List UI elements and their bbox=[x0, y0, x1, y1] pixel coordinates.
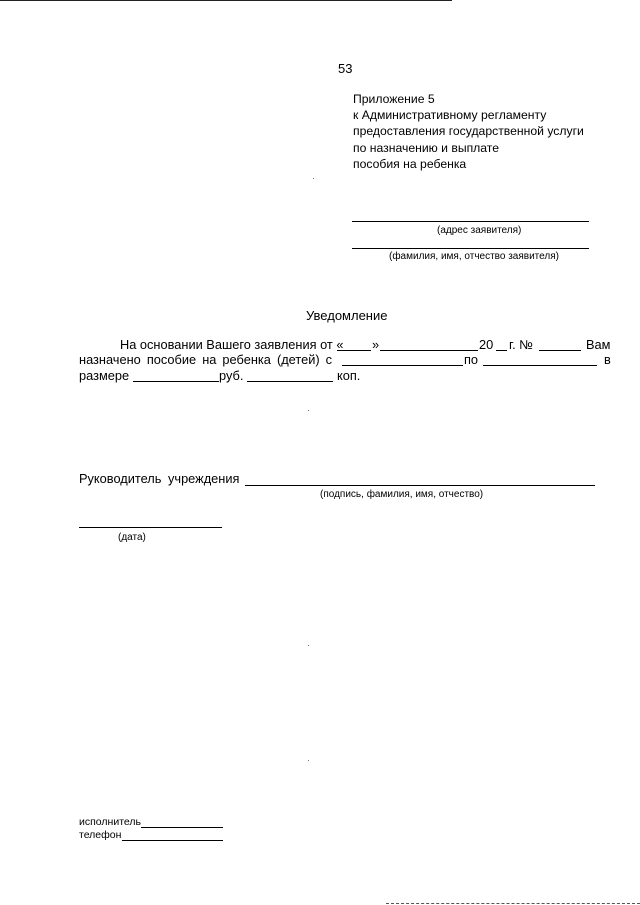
applicant-name-field[interactable] bbox=[352, 248, 589, 249]
notice-line3-kop: коп. bbox=[337, 368, 361, 383]
applicant-name-caption: (фамилия, имя, отчество заявителя) bbox=[389, 251, 559, 262]
notice-line-2 bbox=[79, 352, 610, 368]
notice-line2-prefix: назначено пособие на ребенка (детей) с bbox=[79, 352, 333, 367]
benefit-rubles-field[interactable] bbox=[133, 381, 219, 382]
notice-line2-po: по bbox=[464, 352, 479, 367]
application-year-field[interactable] bbox=[496, 350, 507, 351]
executor-field[interactable] bbox=[141, 827, 223, 828]
appendix-line: предоставления государственной услуги bbox=[353, 124, 584, 139]
notice-line-3 bbox=[79, 368, 610, 384]
signature-label: Руководитель учреждения bbox=[79, 471, 240, 486]
top-border-line bbox=[0, 0, 452, 1]
notice-title: Уведомление bbox=[306, 308, 388, 323]
date-caption: (дата) bbox=[118, 532, 146, 543]
application-number-field[interactable] bbox=[539, 350, 581, 351]
benefit-end-date-field[interactable] bbox=[483, 365, 597, 366]
phone-label: телефон bbox=[79, 829, 122, 841]
appendix-line: к Административному регламенту bbox=[353, 108, 547, 123]
page-number: 53 bbox=[338, 61, 353, 76]
scan-speck bbox=[308, 410, 309, 411]
notice-line1-end: Вам bbox=[586, 337, 611, 352]
phone-field[interactable] bbox=[122, 840, 223, 841]
notice-line1-year: 20 bbox=[479, 337, 494, 352]
notice-line-1 bbox=[79, 337, 610, 353]
application-month-field[interactable] bbox=[380, 350, 478, 351]
benefit-start-date-field[interactable] bbox=[342, 365, 463, 366]
signature-field[interactable] bbox=[245, 485, 595, 486]
applicant-address-caption: (адрес заявителя) bbox=[437, 225, 522, 236]
notice-line3-prefix: размере bbox=[79, 368, 130, 383]
scan-speck bbox=[308, 645, 309, 646]
notice-line1-quote: » bbox=[372, 337, 380, 352]
appendix-header bbox=[353, 91, 623, 172]
signature-caption: (подпись, фамилия, имя, отчество) bbox=[320, 489, 484, 500]
notice-line1-prefix: На основании Вашего заявления от « bbox=[120, 337, 344, 352]
executor-label: исполнитель bbox=[79, 816, 141, 828]
appendix-line: по назначению и выплате bbox=[353, 140, 500, 155]
applicant-address-field[interactable] bbox=[352, 221, 589, 222]
appendix-line: Приложение 5 bbox=[353, 92, 435, 106]
appendix-line: пособия на ребенка bbox=[353, 156, 467, 171]
bottom-border-line bbox=[386, 903, 640, 904]
notice-line3-rub: руб. bbox=[219, 368, 244, 383]
scan-speck bbox=[313, 178, 314, 179]
notice-line2-end: в bbox=[604, 352, 611, 367]
notice-line1-number-label: г. № bbox=[509, 337, 533, 352]
date-field[interactable] bbox=[79, 527, 222, 528]
benefit-kopecks-field[interactable] bbox=[247, 381, 333, 382]
scan-speck bbox=[308, 760, 309, 761]
application-day-field[interactable] bbox=[337, 350, 371, 351]
